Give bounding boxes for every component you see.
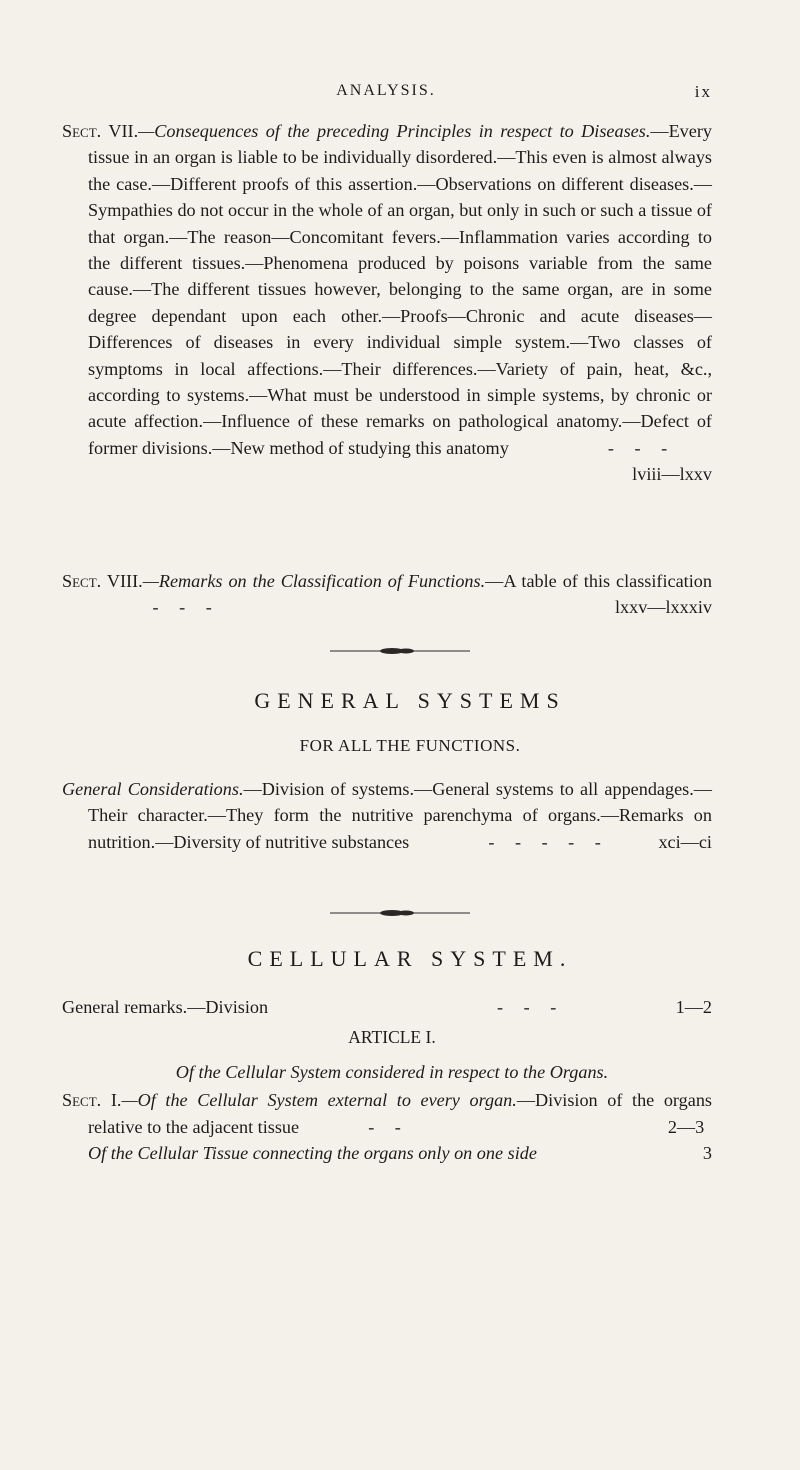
section-vii-label: Sect. VII.	[62, 121, 139, 141]
section-vii-paragraph	[62, 118, 712, 485]
general-considerations-title: General Considerations.	[62, 779, 244, 799]
connecting-tissue-page: 3	[702, 1143, 712, 1164]
connecting-tissue-text: Of the Cellular Tissue connecting the organs only on one side	[88, 1143, 537, 1164]
general-considerations-body: —Division of systems.—General systems to all appendages.—Their character.—They form the nutritive parenchyma of organs.—Remarks on nutrition.—Diversity of nutritive substances	[88, 779, 712, 852]
section-vii	[62, 118, 712, 488]
section-viii-paragraph	[62, 568, 712, 621]
general-remarks-line	[62, 994, 712, 1020]
general-considerations-leader: - - - - -	[488, 831, 609, 852]
cellular-system-contents	[62, 994, 712, 1166]
general-considerations	[62, 776, 712, 855]
general-remarks-leader: - - -	[497, 997, 565, 1017]
section-viii-label: Sect. VIII.	[62, 571, 143, 591]
section-vii-body: —Every tissue in an organ is liable to be individually disordered.—This even is almost always the case.—Different proofs of this assertion.—Observations on different diseases.—Sympathies do not occur in the whole of an organ, but only in such or such a tissue of that organ.—The reason—Concomitant fevers.—Inflammation varies according to the different tissues.—Phenomena produced by poisons variable from the same cause.—The different tissues however, belonging to the same organ, are in some degree dependant upon each other.—Proofs—Chronic and acute diseases—Differences of diseases in every individual simple system.—Two classes of symptoms in local affections.—Their differences.—Variety of pain, heat, &c., according to systems.—What must be understood in simple systems, by chronic or acute affection.—Influence of these remarks on pathological anatomy.—Defect of former divisions.—New method of studying this anatomy	[88, 121, 712, 458]
ornament-divider-1	[0, 644, 800, 662]
general-remarks-text: General remarks.—Division	[62, 997, 269, 1017]
section-vii-leader: - - -	[607, 437, 676, 458]
cellular-section-i-body: —Division of the organs relative to the adjacent tissue	[88, 1090, 712, 1137]
section-vii-pages: lviii—lxxv	[632, 464, 712, 485]
cellular-section-i-label: Sect. I.	[62, 1090, 122, 1111]
running-head-title: ANALYSIS.	[336, 82, 436, 99]
ornament-divider-2	[0, 906, 800, 924]
section-viii-body: —A table of this classification	[485, 571, 712, 591]
page-number: ix	[694, 82, 712, 101]
section-viii-leader: - - -	[152, 597, 220, 618]
section-viii-pages: lxxv—lxxxiv	[614, 597, 712, 618]
section-vii-title: —Consequences of the preceding Principles in respect to Diseases.	[138, 121, 651, 141]
cellular-section-i-paragraph	[62, 1087, 712, 1140]
cellular-section-i-leader: - -	[368, 1116, 409, 1137]
ornament-rule-icon	[330, 645, 470, 657]
ornament-rule-icon	[330, 907, 470, 919]
article-title: Of the Cellular System considered in respect to the Organs.	[175, 1061, 609, 1082]
general-remarks-pages: 1—2	[675, 997, 712, 1017]
general-systems-subheading: FOR ALL THE FUNCTIONS.	[299, 736, 521, 755]
running-head	[60, 82, 712, 108]
section-viii	[62, 568, 712, 621]
general-systems-heading: GENERAL SYSTEMS	[254, 688, 566, 713]
section-viii-title: —Remarks on the Classification of Functions.	[142, 571, 486, 591]
cellular-system-heading: CELLULAR SYSTEM.	[247, 946, 573, 971]
connecting-tissue-line	[62, 1140, 712, 1166]
article-heading: ARTICLE I.	[348, 1027, 436, 1048]
cellular-section-i-pages: 2—3	[667, 1116, 705, 1137]
cellular-section-i-title: —Of the Cellular System external to every organ.	[121, 1090, 517, 1111]
general-considerations-paragraph	[62, 776, 712, 855]
general-considerations-pages: xci—ci	[658, 831, 712, 852]
